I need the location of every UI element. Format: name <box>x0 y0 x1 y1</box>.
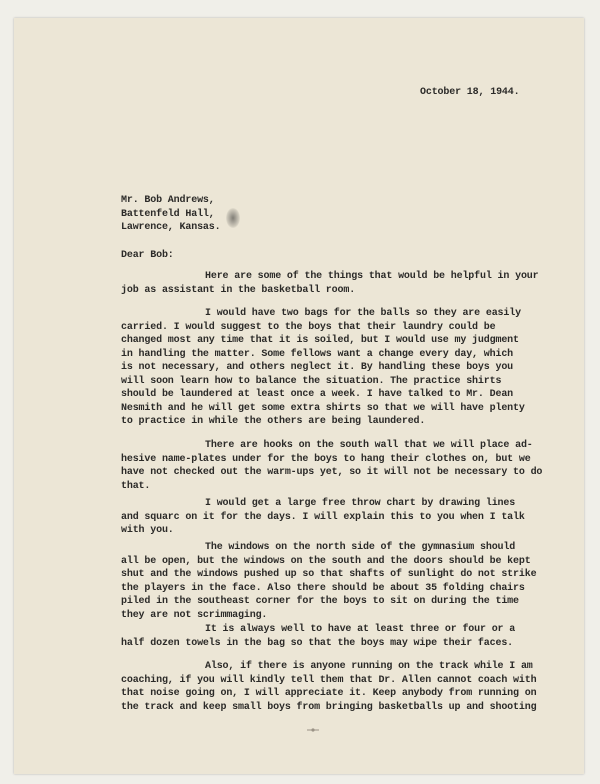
salutation: Dear Bob: <box>121 250 174 261</box>
text-line: Also, if there is anyone running on the track while I am <box>205 661 533 672</box>
text-line: and squarc on it for the days. I will explain this to you when I talk <box>121 511 525 523</box>
paragraph-4 <box>121 497 525 538</box>
address-line: Mr. Bob Andrews, <box>121 195 215 206</box>
text-line: in handling the matter. Some fellows want a change every day, which <box>121 348 514 360</box>
text-line: There are hooks on the south wall that we will place ad- <box>205 440 533 451</box>
text-line: should be laundered at least once a week. I have talked to Mr. Dean <box>121 389 514 400</box>
recipient-address <box>121 194 220 235</box>
text-line: changed most any time that it is soiled, but I would use my judgment <box>121 335 519 346</box>
letter-page <box>14 18 584 774</box>
paragraph-1 <box>121 270 539 297</box>
text-line: shut and the windows pushed up so that shafts of sunlight do not strike <box>121 569 537 580</box>
paragraph-2 <box>121 307 525 429</box>
text-line: the players in the face. Also there should be about 35 folding chairs <box>121 582 525 594</box>
text-line: I would have two bags for the balls so they are easily <box>205 308 521 319</box>
text-line: that. <box>121 480 151 492</box>
text-line: hesive name-plates under for the boys to hang their clothes on, but we <box>121 453 531 465</box>
address-line: Lawrence, Kansas. <box>121 222 221 233</box>
paragraph-6 <box>121 623 515 650</box>
text-line: Here are some of the things that would be helpful in your <box>205 271 539 282</box>
text-line: will soon learn how to balance the situation. The practice shirts <box>121 375 502 387</box>
paragraph-5 <box>121 541 536 622</box>
text-line: have not checked out the warm-ups yet, so it will not be necessary to do <box>121 467 543 478</box>
text-line: Nesmith and he will get some extra shirts so that we will have plenty <box>121 402 525 414</box>
paragraph-7 <box>121 660 536 714</box>
text-line: that noise going on, I will appreciate it. Keep anybody from running on <box>121 688 537 699</box>
ink-smudge <box>226 208 240 228</box>
page-mark-icon <box>306 726 320 734</box>
text-line: It is always well to have at least three or four or a <box>205 624 516 635</box>
address-line: Battenfeld Hall, <box>121 208 215 220</box>
text-line: I would get a large free throw chart by drawing lines <box>205 498 516 509</box>
text-line: to practice in while the others are being laundered. <box>121 416 426 427</box>
text-line: The windows on the north side of the gymnasium should <box>205 542 516 553</box>
text-line: carried. I would suggest to the boys that their laundry could be <box>121 321 496 333</box>
text-line: the track and keep small boys from bringing basketballs up and shooting <box>121 701 537 713</box>
text-line: with you. <box>121 525 174 536</box>
text-line: they are not scrimmaging. <box>121 609 268 621</box>
text-line: is not necessary, and others neglect it. By handling these boys you <box>121 362 514 373</box>
paragraph-3 <box>121 439 542 493</box>
text-line: piled in the southeast corner for the boys to sit on during the time <box>121 596 519 607</box>
text-line: half dozen towels in the bag so that the boys may wipe their faces. <box>121 637 514 649</box>
letter-date: October 18, 1944. <box>420 87 520 98</box>
text-line: job as assistant in the basketball room. <box>121 284 356 296</box>
text-line: all be open, but the windows on the south and the doors should be kept <box>121 555 531 567</box>
text-line: coaching, if you will kindly tell them that Dr. Allen cannot coach with <box>121 674 537 686</box>
